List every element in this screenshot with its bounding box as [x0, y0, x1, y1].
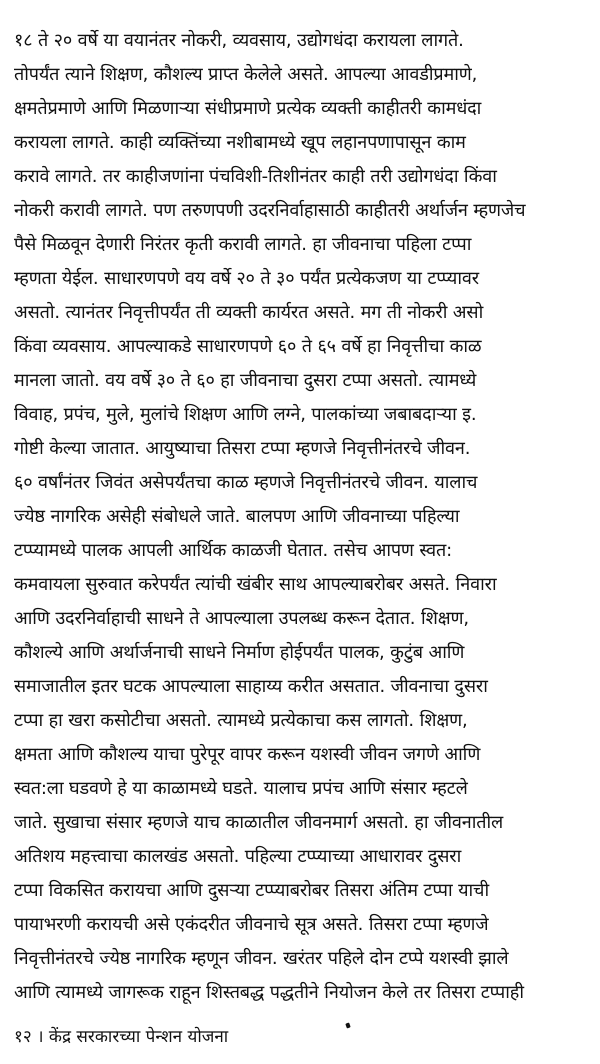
- text-line: पायाभरणी करायची असे एकंदरीत जीवनाचे सूत्र असते. तिसरा टप्पा म्हणजे: [14, 914, 489, 935]
- text-line: क्षमतेप्रमाणे आणि मिळणाऱ्या संधीप्रमाणे प्रत्येक व्यक्ती काहीतरी कामधंदा: [14, 98, 482, 119]
- text-line: टप्पा हा खरा कसोटीचा असतो. त्यामध्ये प्रत्येकाचा कस लागतो. शिक्षण,: [14, 710, 468, 731]
- text-line: तोपर्यंत त्याने शिक्षण, कौशल्य प्राप्त केलेले असते. आपल्या आवडीप्रमाणे,: [14, 64, 478, 85]
- text-line: ६० वर्षांनंतर जिवंत असेपर्यंतचा काळ म्हणजे निवृत्तीनंतरचे जीवन. यालाच: [14, 472, 478, 493]
- text-line: किंवा व्यवसाय. आपल्याकडे साधारणपणे ६० ते ६५ वर्षे हा निवृत्तीचा काळ: [14, 336, 482, 357]
- text-line: स्वत:ला घडवणे हे या काळामध्ये घडते. यालाच प्रपंच आणि संसार म्हटले: [14, 778, 468, 799]
- text-line: गोष्टी केल्या जातात. आयुष्याचा तिसरा टप्पा म्हणजे निवृत्तीनंतरचे जीवन.: [14, 438, 471, 459]
- text-line: पैसे मिळवून देणारी निरंतर कृती करावी लागते. हा जीवनाचा पहिला टप्पा: [14, 234, 472, 255]
- text-line: असतो. त्यानंतर निवृत्तीपर्यंत ती व्यक्ती कार्यरत असते. मग ती नोकरी असो: [14, 302, 484, 323]
- text-line: निवृत्तीनंतरचे ज्येष्ठ नागरिक म्हणून जीवन. खरंतर पहिले दोन टप्पे यशस्वी झाले: [14, 948, 509, 969]
- text-line: आणि त्यामध्ये जागरूक राहून शिस्तबद्ध पद्धतीने नियोजन केले तर तिसरा टप्पाही: [14, 982, 524, 1003]
- text-line: ज्येष्ठ नागरिक असेही संबोधले जाते. बालपण आणि जीवनाच्या पहिल्या: [14, 506, 460, 527]
- text-line: क्षमता आणि कौशल्य याचा पुरेपूर वापर करून यशस्वी जीवन जगणे आणि: [14, 744, 481, 765]
- text-line: समाजातील इतर घटक आपल्याला साहाय्य करीत असतात. जीवनाचा दुसरा: [14, 676, 488, 697]
- text-line: म्हणता येईल. साधारणपणे वय वर्षे २० ते ३० पर्यंत प्रत्येकजण या टप्प्यावर: [14, 268, 479, 289]
- text-line: टप्प्यामध्ये पालक आपली आर्थिक काळजी घेतात. तसेच आपण स्वत:: [14, 540, 453, 561]
- text-line: करायला लागते. काही व्यक्तिंच्या नशीबामध्ये खूप लहानपणापासून काम: [14, 132, 466, 153]
- text-line: कमवायला सुरुवात करेपर्यंत त्यांची खंबीर साथ आपल्याबरोबर असते. निवारा: [14, 574, 497, 595]
- text-line: अतिशय महत्त्वाचा कालखंड असतो. पहिल्या टप्प्याच्या आधारावर दुसरा: [14, 846, 462, 867]
- text-line: आणि उदरनिर्वाहाची साधने ते आपल्याला उपलब्ध करून देतात. शिक्षण,: [14, 608, 469, 629]
- text-line: मानला जातो. वय वर्षे ३० ते ६० हा जीवनाचा दुसरा टप्पा असतो. त्यामध्ये: [14, 370, 477, 391]
- page-footer: १२ । केंद्र सरकारच्या पेन्शन योजना: [14, 1027, 229, 1047]
- text-line: जाते. सुखाचा संसार म्हणजे याच काळातील जीवनमार्ग असतो. हा जीवनातील: [14, 812, 504, 833]
- text-line: कौशल्ये आणि अर्थार्जनाची साधने निर्माण होईपर्यंत पालक, कुटुंब आणि: [14, 642, 465, 663]
- text-line: टप्पा विकसित करायचा आणि दुसऱ्या टप्प्याबरोबर तिसरा अंतिम टप्पा याची: [14, 880, 489, 901]
- text-line: करावे लागते. तर काहीजणांना पंचविशी-तिशीनंतर काही तरी उद्योगधंदा किंवा: [14, 166, 497, 187]
- text-line: १८ ते २० वर्षे या वयानंतर नोकरी, व्यवसाय, उद्योगधंदा करायला लागते.: [14, 30, 464, 51]
- text-line: विवाह, प्रपंच, मुले, मुलांचे शिक्षण आणि लग्ने, पालकांच्या जबाबदाऱ्या इ.: [14, 404, 477, 425]
- body-paragraph: [14, 24, 586, 1010]
- text-line: नोकरी करावी लागते. पण तरुणपणी उदरनिर्वाहासाठी काहीतरी अर्थार्जन म्हणजेच: [14, 200, 526, 221]
